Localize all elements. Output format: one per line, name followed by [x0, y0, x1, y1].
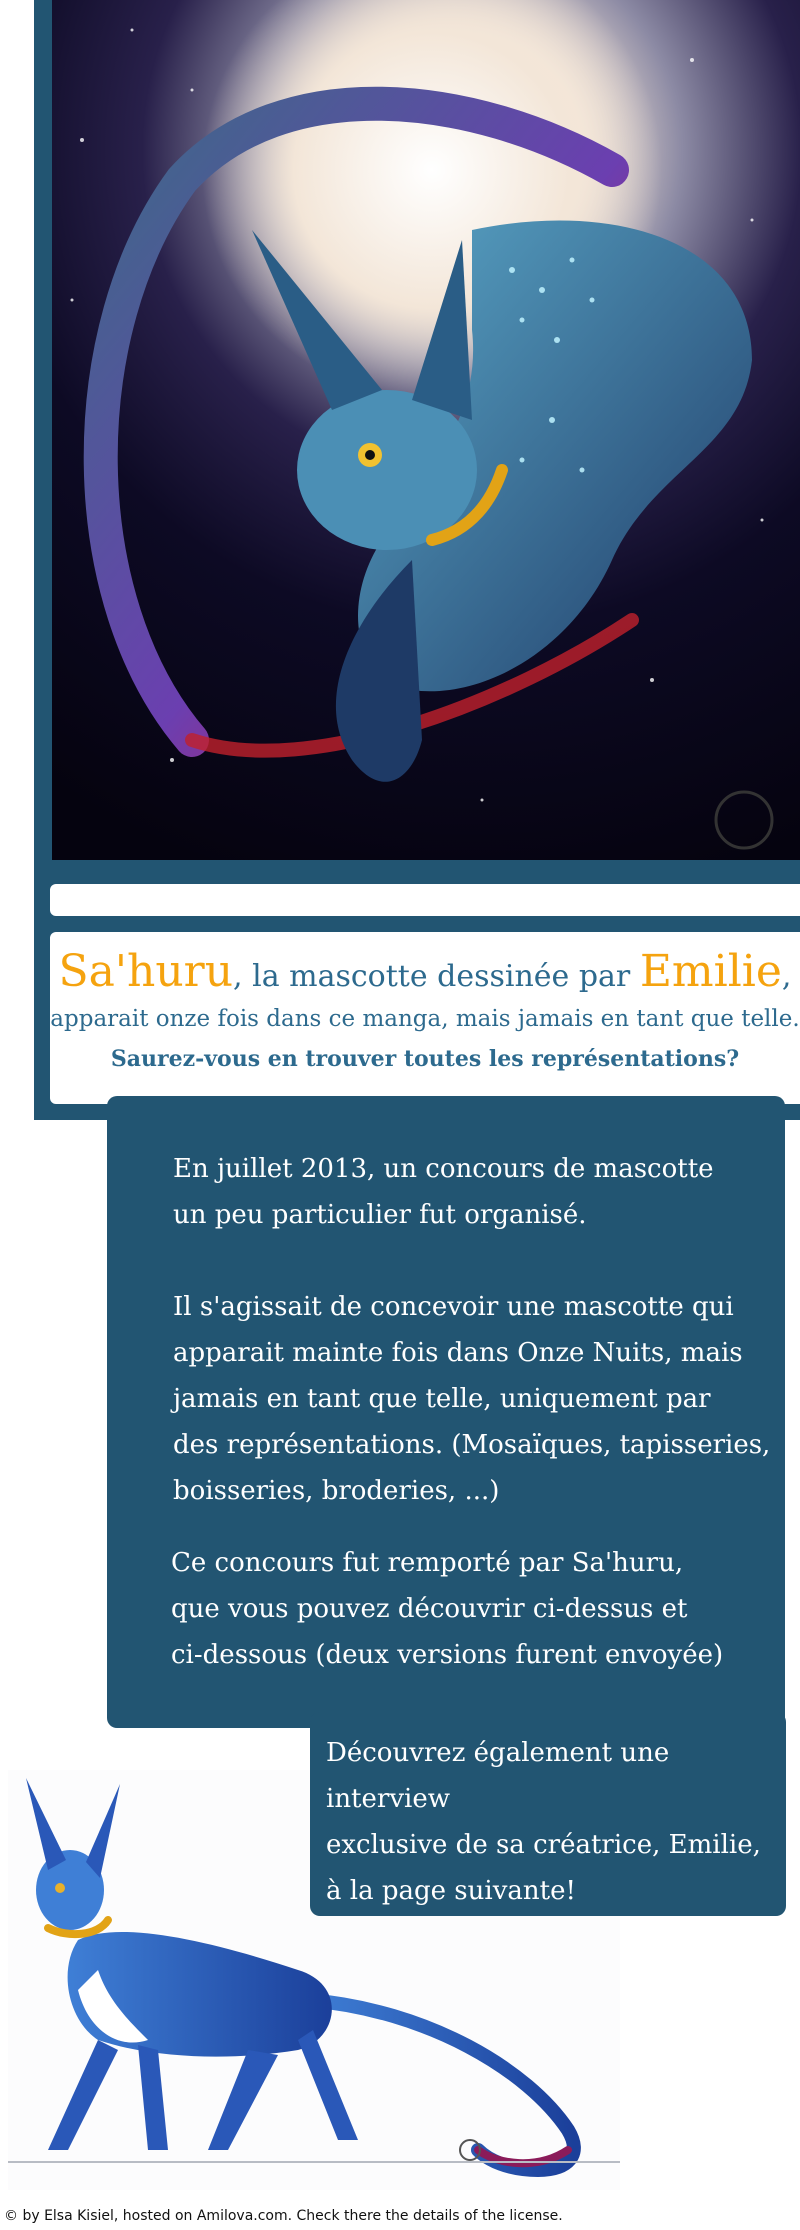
- artist-signature-mark: [716, 792, 772, 848]
- white-strip: [50, 884, 800, 916]
- front-leg-right: [138, 2045, 168, 2150]
- paragraph-1: En juillet 2013, un concours de mascotte un peu particulier fut organisé.: [173, 1154, 714, 1230]
- standing-eye: [55, 1883, 65, 1893]
- headline-comma: ,: [781, 959, 792, 994]
- question: Saurez-vous en trouver toutes les représentations?: [110, 1046, 740, 1072]
- hind-leg-left: [208, 2050, 278, 2150]
- mascot-name: Sa'huru: [58, 946, 234, 997]
- mascot-head: [297, 390, 477, 550]
- headline: [50, 946, 800, 997]
- title-box: [50, 932, 800, 1104]
- paragraph-2: Il s'agissait de concevoir une mascotte qui apparait mainte fois dans Onze Nuits, mais jamais en tant que telle, uniquement par des représentations. (Mosaïques, tapisseries, boisseries, broderies, ...): [173, 1292, 771, 1506]
- paragraph-3: Ce concours fut remporté par Sa'huru, que vous pouvez découvrir ci-dessus et ci-dessous (deux versions furent envoyée): [171, 1548, 724, 1670]
- standing-ear-left: [26, 1778, 66, 1870]
- front-leg-left: [48, 2040, 118, 2150]
- contest-info-panel: [107, 1096, 785, 1728]
- subline: apparait onze fois dans ce manga, mais jamais en tant que telle.: [50, 1006, 800, 1032]
- hind-leg-right: [298, 2030, 358, 2140]
- artist-name: Emilie: [639, 946, 782, 997]
- interview-text: Découvrez également une interview exclusive de sa créatrice, Emilie, à la page suivante!: [326, 1738, 761, 1906]
- copyright-footer: © by Elsa Kisiel, hosted on Amilova.com. Check there the details of the license.: [4, 2208, 563, 2224]
- interview-panel: [310, 1712, 786, 1916]
- headline-middle: , la mascotte dessinée par: [233, 959, 640, 994]
- standing-tail: [308, 2000, 574, 2170]
- standing-ear-right: [86, 1784, 120, 1878]
- mascot-illustration-moon: [52, 0, 800, 860]
